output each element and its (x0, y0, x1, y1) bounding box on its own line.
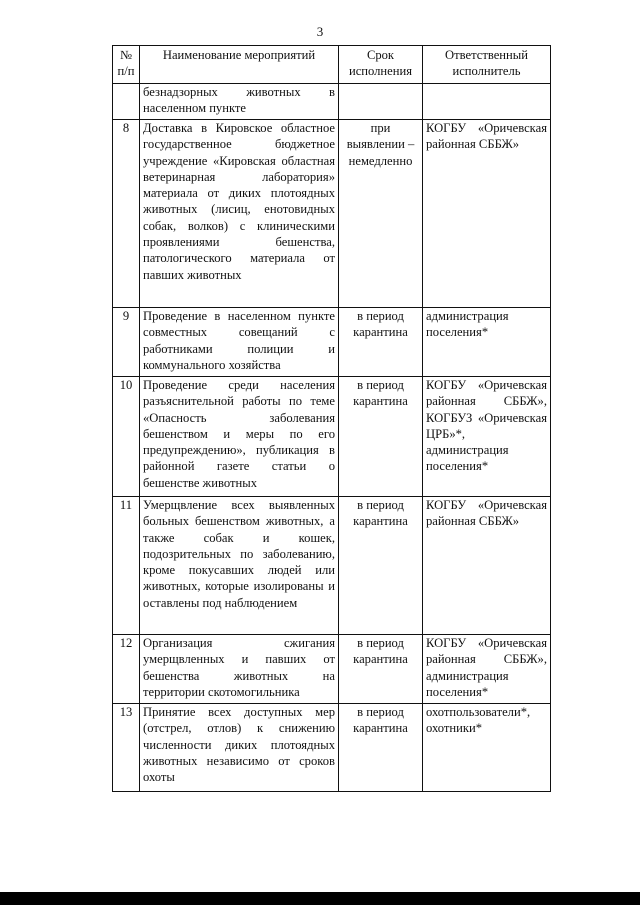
cell-num: 8 (113, 120, 140, 308)
cell-responsible: КОГБУ «Оричевская районная СББЖ», администрация поселения* (423, 635, 551, 704)
cell-name: Доставка в Кировское областное государственное бюджетное учреждение «Кировская областная ветеринарная лаборатория» материала от диких плотоядных животных (лисиц, енотовидных собак, волков) с клиническими проявлениями бешенства, патологического материала от павших животных (140, 120, 339, 308)
cell-num: 11 (113, 497, 140, 635)
cell-name: Проведение в населенном пункте совместных совещаний с работниками полиции и коммунального хозяйства (140, 308, 339, 377)
cell-responsible: охотпользователи*, охотники* (423, 704, 551, 792)
cell-term (339, 84, 423, 120)
cell-num: 13 (113, 704, 140, 792)
table-row (113, 704, 551, 792)
cell-name: безнадзорных животных в населенном пункте (140, 84, 339, 120)
cell-term: в период карантина (339, 497, 423, 635)
cell-name: Умерщвление всех выявленных больных бешенством животных, а также собак и кошек, подозрительных по заболеванию, кроме покусавших людей или животных, которые изолированы и оставлены под наблюдением (140, 497, 339, 635)
cell-num: 10 (113, 377, 140, 497)
cell-responsible: КОГБУ «Оричевская районная СББЖ» (423, 497, 551, 635)
header-name: Наименование мероприятий (140, 46, 339, 84)
header-responsible: Ответственный исполнитель (423, 46, 551, 84)
scan-edge-bar (0, 892, 640, 905)
cell-responsible: КОГБУ «Оричевская районная СББЖ» (423, 120, 551, 308)
cell-name: Принятие всех доступных мер (отстрел, отлов) к снижению численности диких плотоядных животных независимо от сроков охоты (140, 704, 339, 792)
cell-num (113, 84, 140, 120)
table-header-row (113, 46, 551, 84)
cell-term: в период карантина (339, 308, 423, 377)
cell-term: в период карантина (339, 635, 423, 704)
measures-table (112, 45, 551, 792)
table-row (113, 377, 551, 497)
cell-responsible: администрация поселения* (423, 308, 551, 377)
table-row (113, 635, 551, 704)
cell-term: в период карантина (339, 704, 423, 792)
cell-name: Проведение среди населения разъяснительной работы по теме «Опасность заболевания бешенством и меры по его предупреждению», публикация в районной газете статьи о бешенстве животных (140, 377, 339, 497)
table-row-continuation (113, 84, 551, 120)
cell-responsible: КОГБУ «Оричевская районная СББЖ», КОГБУЗ «Оричевская ЦРБ»*, администрация поселения* (423, 377, 551, 497)
cell-term: в период карантина (339, 377, 423, 497)
table-row (113, 497, 551, 635)
cell-name: Организация сжигания умерщвленных и павших от бешенства животных на территории скотомогильника (140, 635, 339, 704)
table-row (113, 120, 551, 308)
cell-num: 9 (113, 308, 140, 377)
header-term: Срок исполнения (339, 46, 423, 84)
cell-responsible (423, 84, 551, 120)
page-number: 3 (316, 24, 324, 39)
cell-term: при выявлении – немедленно (339, 120, 423, 308)
header-num: № п/п (113, 46, 140, 84)
cell-num: 12 (113, 635, 140, 704)
table-row (113, 308, 551, 377)
